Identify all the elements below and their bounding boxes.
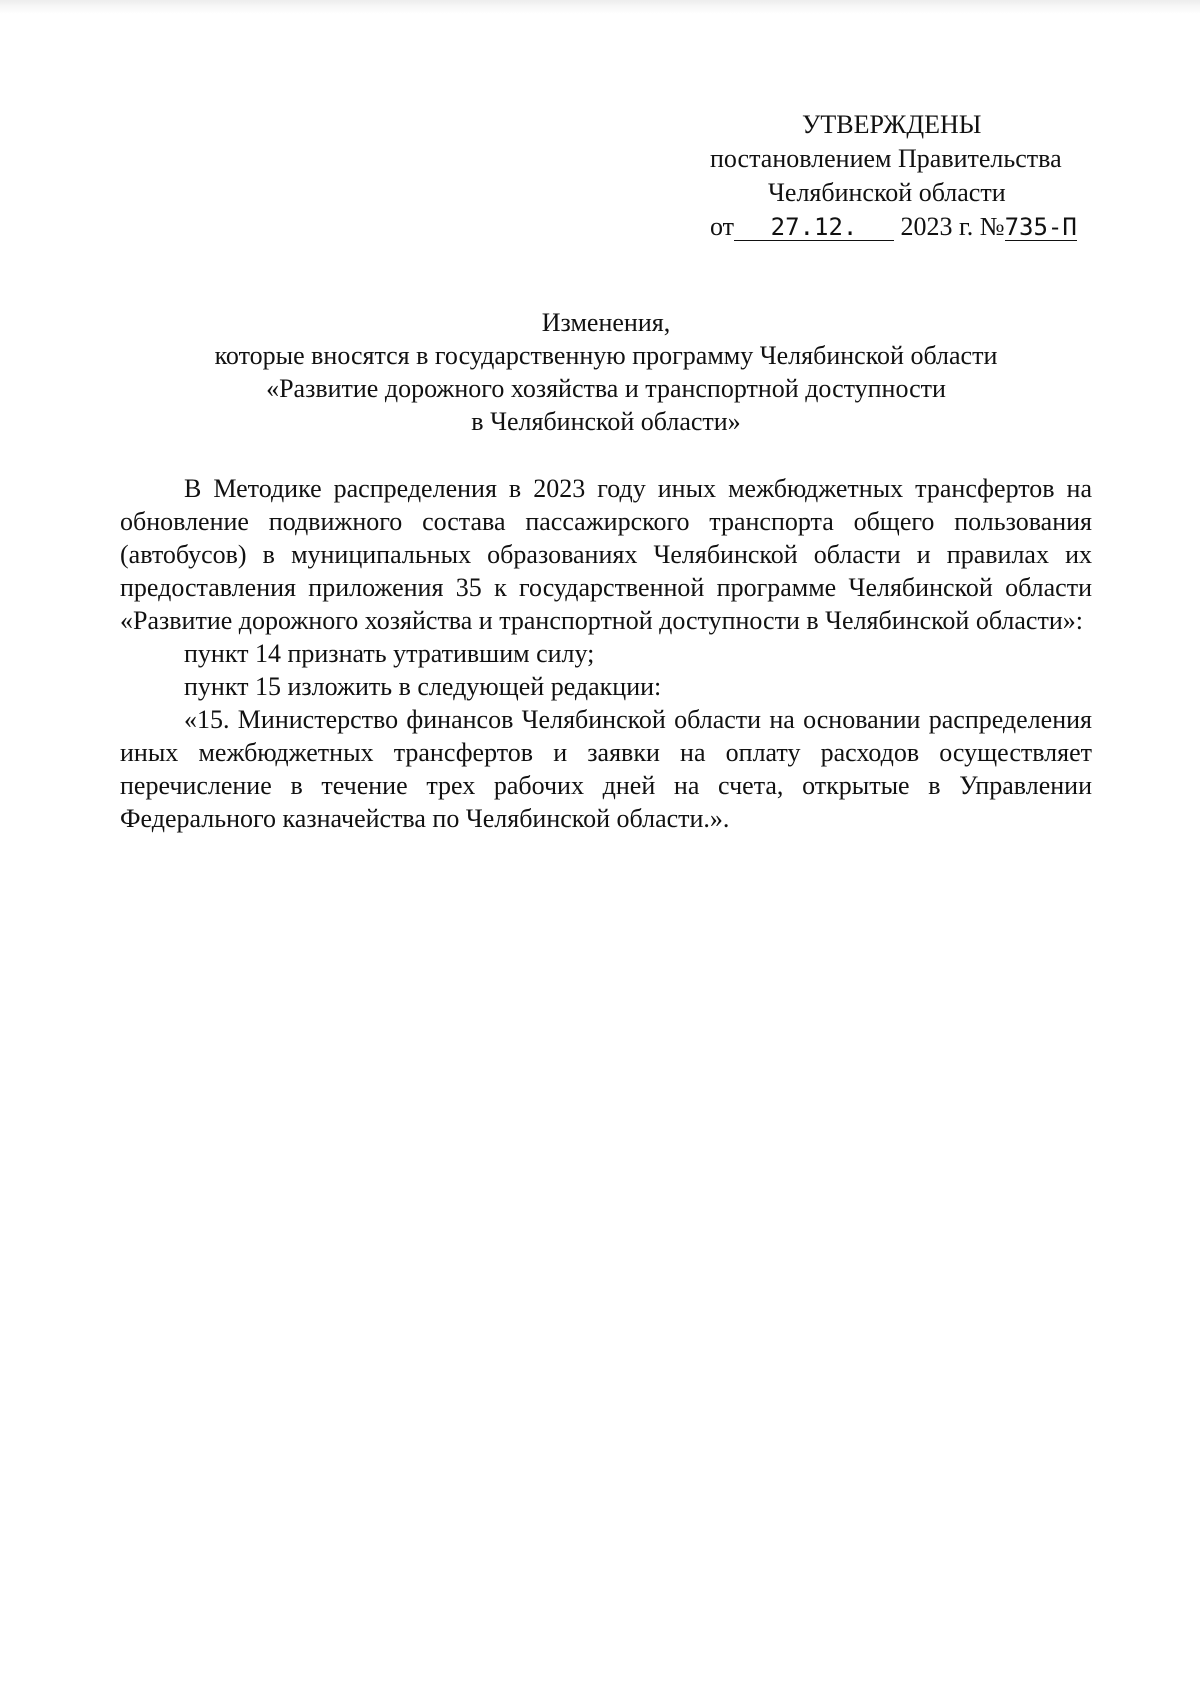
title-line-2: которые вносятся в государственную программу Челябинской области xyxy=(214,341,998,370)
approval-block xyxy=(690,108,1110,244)
approval-region: Челябинской области xyxy=(768,178,1006,207)
year-number-label: 2023 г. № xyxy=(900,212,1005,241)
approval-heading: УТВЕРЖДЕНЫ xyxy=(802,110,982,139)
body-paragraph-3: пункт 15 изложить в следующей редакции: xyxy=(184,672,662,701)
date-value: 27.12. xyxy=(734,214,894,241)
title-line-4: в Челябинской области» xyxy=(471,407,741,436)
document-number: 735-П xyxy=(1004,213,1077,241)
document-title xyxy=(120,306,1092,438)
approval-authority: постановлением Правительства xyxy=(710,144,1062,173)
date-prefix: от xyxy=(710,212,735,241)
body-paragraph-2: пункт 14 признать утратившим силу; xyxy=(184,639,595,668)
document-body xyxy=(120,472,1092,835)
body-paragraph-1: В Методике распределения в 2023 году иных межбюджетных трансфертов на обновление подвижного состава пассажирского транспорта общего пользования (автобусов) в муниципальных образованиях Челябинской области и правилах их предоставления приложения 35 к государственной программе Челябинской области «Развитие дорожного хозяйства и транспортной доступности в Челябинской области»: xyxy=(120,474,1092,635)
scan-edge xyxy=(0,0,1200,14)
title-line-3: «Развитие дорожного хозяйства и транспортной доступности xyxy=(266,374,946,403)
title-line-1: Изменения, xyxy=(541,308,671,337)
body-paragraph-4: «15. Министерство финансов Челябинской области на основании распределения иных межбюджетных трансфертов и заявки на оплату расходов осуществляет перечисление в течение трех рабочих дней на счета, открытые в Управлении Федерального казначейства по Челябинской области.». xyxy=(120,705,1092,833)
approval-date-line xyxy=(690,210,1110,244)
